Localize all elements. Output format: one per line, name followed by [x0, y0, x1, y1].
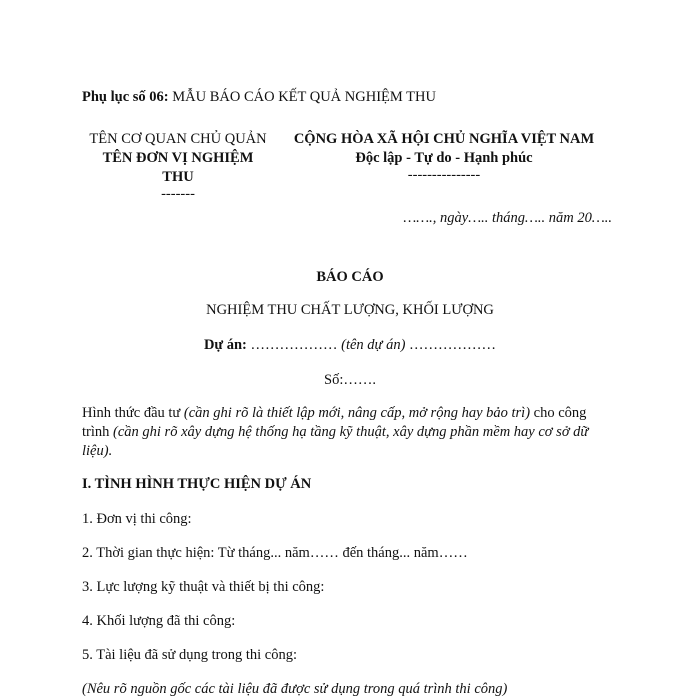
project-dots-before: ………………	[250, 337, 338, 353]
project-hint: (tên dự án)	[341, 337, 406, 353]
intro-line2-italic: (cần ghi rõ xây dựng hệ thống hạ tầng kỹ thuật, xây dựng phần mềm hay cơ sở dữ	[113, 424, 589, 440]
right-header-rule: ---------------	[407, 167, 481, 183]
right-header	[284, 130, 604, 182]
list-item: 1. Đơn vị thi công:	[82, 511, 192, 527]
appendix-label: Phụ lục số 06:	[82, 89, 169, 105]
left-header-rule: -------	[161, 186, 195, 202]
national-title: CỘNG HÒA XÃ HỘI CHỦ NGHĨA VIỆT NAM	[293, 131, 595, 147]
section-heading: I. TÌNH HÌNH THỰC HIỆN DỰ ÁN	[82, 476, 312, 492]
intro-line3: liệu).	[82, 443, 113, 459]
list-item: 5. Tài liệu đã sử dụng trong thi công:	[82, 647, 297, 663]
appendix-title: MẪU BÁO CÁO KẾT QUẢ NGHIỆM THU	[172, 89, 436, 105]
section-note: (Nêu rõ nguồn gốc các tài liệu đã được sử dụng trong quá trình thi công)	[82, 681, 508, 697]
report-title: BÁO CÁO	[316, 269, 384, 285]
list-item: 2. Thời gian thực hiện: Từ tháng... năm…… đến tháng... năm……	[82, 545, 468, 561]
unit-name-line1: TÊN ĐƠN VỊ NGHIỆM	[102, 150, 254, 166]
national-motto: Độc lập - Tự do - Hạnh phúc	[355, 150, 533, 166]
intro-text-end: cho công	[533, 405, 587, 421]
list-item: 3. Lực lượng kỹ thuật và thiết bị thi công:	[82, 579, 325, 595]
left-header	[78, 130, 278, 201]
date-line: ……., ngày….. tháng….. năm 20…..	[403, 210, 612, 226]
appendix-line	[82, 89, 436, 106]
project-line	[0, 337, 700, 354]
unit-name-line2: THU	[162, 169, 194, 185]
intro-italic-note: (cần ghi rõ là thiết lập mới, nâng cấp, mở rộng hay bảo trì)	[183, 405, 531, 421]
project-label: Dự án:	[203, 337, 247, 353]
list-item: 4. Khối lượng đã thi công:	[82, 613, 236, 629]
ministry-name: TÊN CƠ QUAN CHỦ QUẢN	[89, 131, 267, 147]
intro-line2	[82, 424, 588, 441]
intro-text-start: Hình thức đầu tư	[82, 405, 181, 421]
project-dots-after: ………………	[409, 337, 497, 353]
intro-line1	[82, 405, 586, 422]
report-number: Số:…….	[324, 372, 376, 388]
intro-line2-start: trình	[82, 424, 110, 440]
report-subtitle: NGHIỆM THU CHẤT LƯỢNG, KHỐI LƯỢNG	[206, 302, 494, 318]
